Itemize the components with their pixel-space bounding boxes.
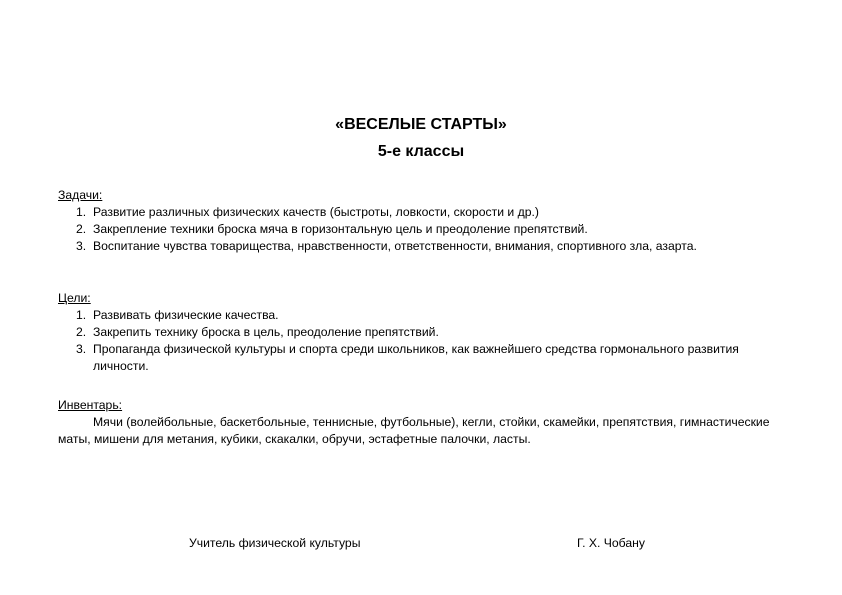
goals-heading: Цели: <box>58 291 91 305</box>
goals-list <box>58 307 798 375</box>
list-item-text: Воспитание чувства товарищества, нравственности, ответственности, внимания, спортивного зла, азарта. <box>93 239 697 253</box>
tasks-section <box>58 187 798 255</box>
list-number: 2. <box>76 222 87 236</box>
inventory-heading: Инвентарь: <box>58 398 123 412</box>
list-item-text: Пропаганда физической культуры и спорта среди школьников, как важнейшего средства гормонального развития личности. <box>93 342 739 373</box>
list-item-text: Закрепление техники броска мяча в горизонтальную цель и преодоление препятствий. <box>93 222 588 236</box>
list-number: 1. <box>76 205 87 219</box>
list-number: 2. <box>76 325 87 339</box>
teacher-role: Учитель физической культуры <box>189 536 361 550</box>
goals-section <box>58 290 798 375</box>
list-item-text: Развивать физические качества. <box>93 308 279 322</box>
document-title: «ВЕСЕЛЫЕ СТАРТЫ» <box>335 116 507 133</box>
teacher-name: Г. Х. Чобану <box>577 536 645 550</box>
inventory-section <box>58 397 798 448</box>
list-item <box>58 204 798 221</box>
list-item <box>58 238 783 255</box>
list-number: 3. <box>76 342 87 356</box>
inventory-text: Мячи (волейбольные, баскетбольные, теннисные, футбольные), кегли, стойки, скамейки, препятствия, гимнастические маты, мишени для метания, кубики, скакалки, обручи, эстафетные палочки, ласты. <box>58 415 770 446</box>
list-item <box>58 307 798 324</box>
tasks-heading: Задачи: <box>58 188 103 202</box>
list-number: 1. <box>76 308 87 322</box>
list-item-text: Закрепить технику броска в цель, преодоление препятствий. <box>93 325 439 339</box>
list-item <box>58 324 798 341</box>
list-item-text: Развитие различных физических качеств (быстроты, ловкости, скорости и др.) <box>93 205 539 219</box>
tasks-list <box>58 204 798 255</box>
list-number: 3. <box>76 239 87 253</box>
list-item <box>58 221 798 238</box>
list-item <box>58 341 743 375</box>
document-subtitle: 5-е классы <box>377 143 465 160</box>
